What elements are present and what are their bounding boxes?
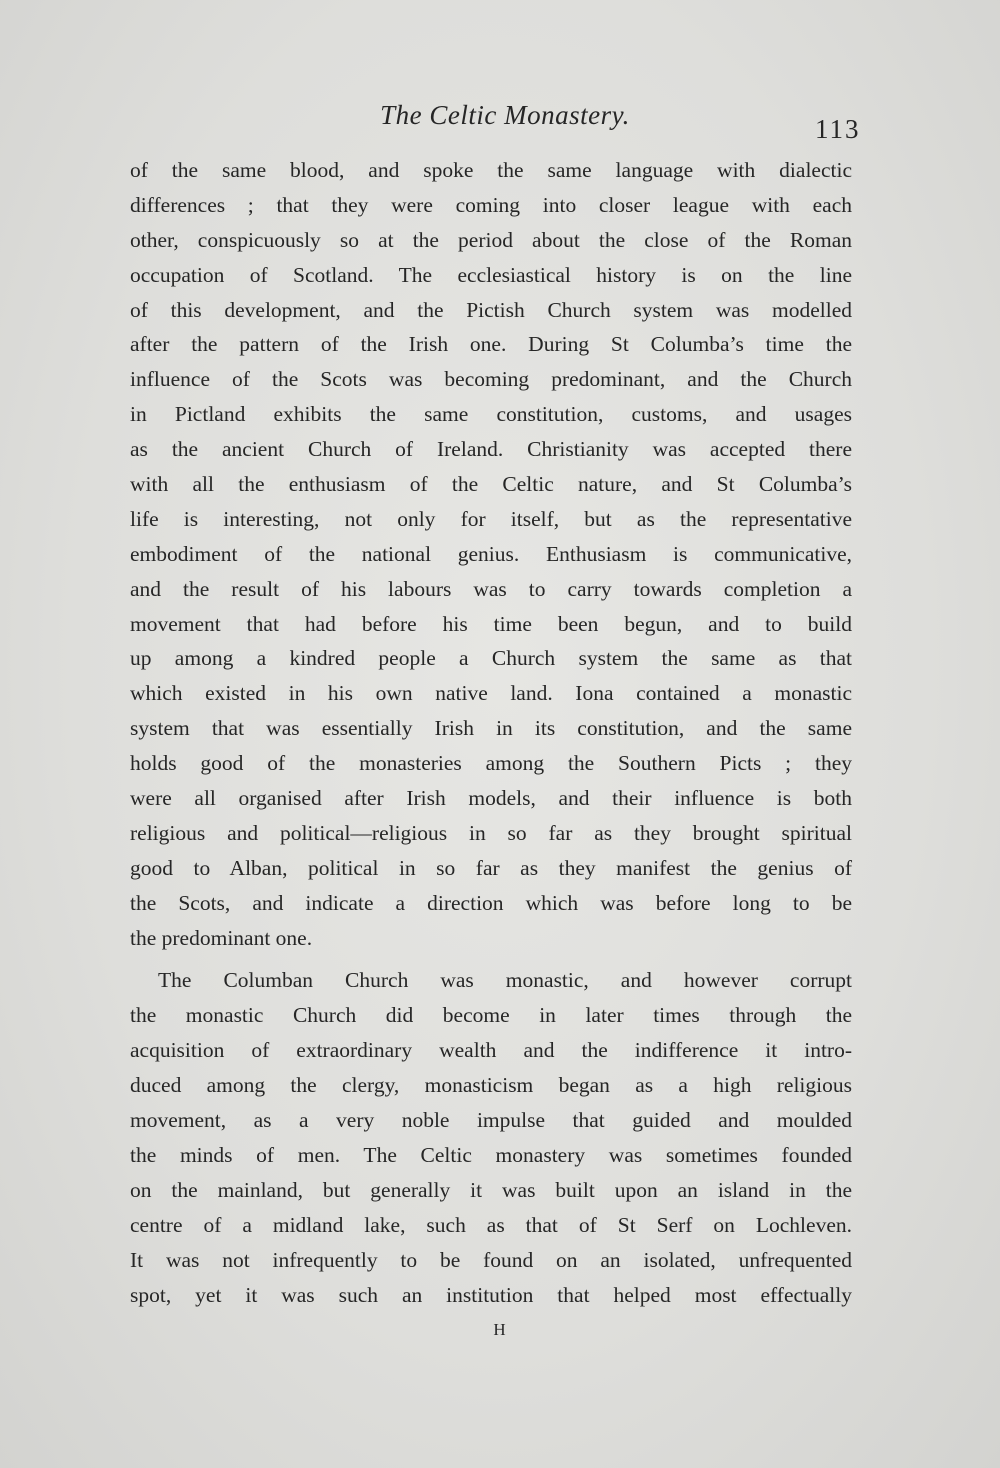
text-line: influence of the Scots was becoming predominant, and the Church: [130, 367, 852, 392]
page-number: 113: [815, 114, 861, 144]
text-line: differences ; that they were coming into closer league with each: [130, 192, 852, 217]
text-line: movement that had before his time been begun, and to build: [130, 611, 852, 636]
text-line: occupation of Scotland. The ecclesiastical history is on the line: [130, 262, 852, 287]
text-line: spot, yet it was such an institution that helped most effectually: [130, 1282, 852, 1307]
paragraph-1: [130, 153, 852, 955]
text-line: movement, as a very noble impulse that guided and moulded: [130, 1108, 852, 1133]
text-line: and the result of his labours was to carry towards completion a: [130, 576, 852, 601]
text-line: life is interesting, not only for itself, but as the representative: [130, 506, 852, 531]
text-line: The Columban Church was monastic, and however corrupt: [158, 968, 852, 993]
text-line: in Pictland exhibits the same constitution, customs, and usages: [130, 402, 852, 427]
text-line: acquisition of extraordinary wealth and the indifference it intro-: [130, 1038, 852, 1063]
text-line: the Scots, and indicate a direction which was before long to be: [130, 890, 852, 915]
text-line: after the pattern of the Irish one. During St Columba’s time the: [130, 332, 852, 357]
text-line: on the mainland, but generally it was built upon an island in the: [130, 1177, 852, 1202]
body-text: [130, 153, 852, 1312]
running-title: The Celtic Monastery.: [380, 100, 630, 130]
text-line: good to Alban, political in so far as they manifest the genius of: [130, 855, 852, 880]
text-line: other, conspicuously so at the period about the close of the Roman: [130, 227, 852, 252]
text-line: centre of a midland lake, such as that of St Serf on Lochleven.: [130, 1212, 852, 1237]
text-line: of the same blood, and spoke the same language with dialectic: [130, 158, 852, 182]
text-line: with all the enthusiasm of the Celtic nature, and St Columba’s: [130, 472, 852, 497]
text-line: religious and political—religious in so far as they brought spiritual: [130, 820, 852, 845]
text-line: up among a kindred people a Church system the same as that: [130, 646, 852, 671]
text-line: the minds of men. The Celtic monastery was sometimes founded: [130, 1142, 852, 1167]
text-line: the monastic Church did become in later times through the: [130, 1003, 852, 1028]
text-line: system that was essentially Irish in its constitution, and the same: [130, 716, 852, 741]
paragraph-gap: [130, 955, 852, 963]
text-line: duced among the clergy, monasticism began as a high religious: [130, 1073, 852, 1098]
signature-mark: H: [493, 1320, 507, 1339]
text-line: which existed in his own native land. Iona contained a monastic: [130, 681, 852, 706]
text-line: the predominant one.: [130, 925, 313, 950]
text-line: holds good of the monasteries among the Southern Picts ; they: [130, 751, 852, 776]
paragraph-2: [130, 963, 852, 1312]
text-line: embodiment of the national genius. Enthusiasm is communicative,: [130, 541, 852, 566]
text-line: were all organised after Irish models, and their influence is both: [130, 786, 852, 811]
text-line: as the ancient Church of Ireland. Christianity was accepted there: [130, 437, 852, 462]
text-line: It was not infrequently to be found on an isolated, unfrequented: [130, 1247, 852, 1272]
text-line: of this development, and the Pictish Church system was modelled: [130, 297, 852, 322]
